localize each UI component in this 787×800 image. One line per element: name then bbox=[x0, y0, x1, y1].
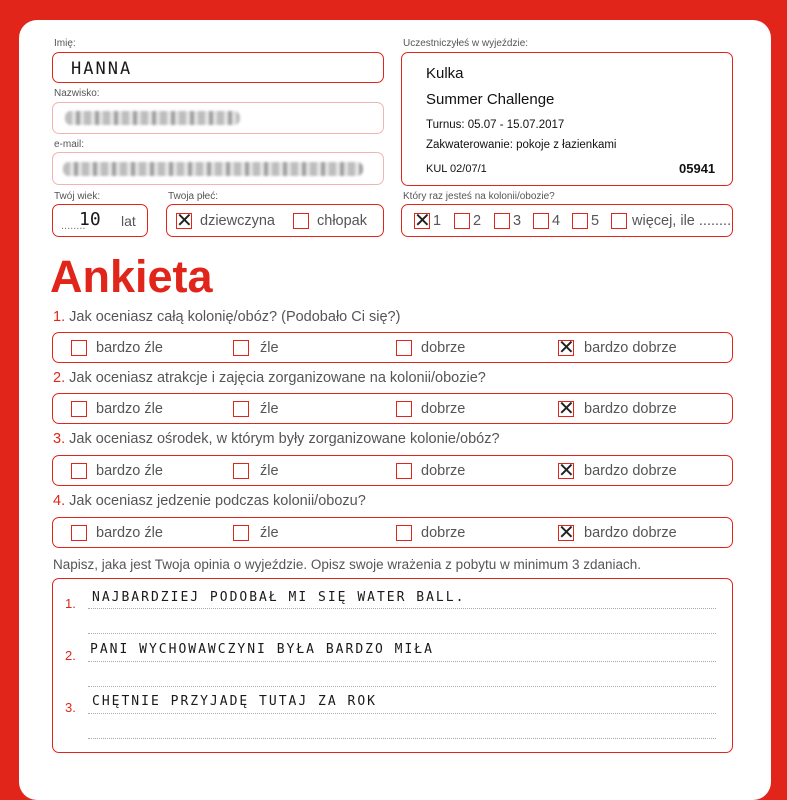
email-field[interactable] bbox=[52, 152, 384, 185]
raz-option-1: 1 bbox=[433, 213, 442, 229]
checkbox-q1-dobrze[interactable] bbox=[396, 340, 412, 356]
opinion-rule bbox=[88, 661, 716, 662]
raz-option-wiecej: więcej, ile ........ bbox=[632, 213, 732, 229]
plec-option-dziewczyna: dziewczyna bbox=[200, 213, 275, 229]
checkbox-q3-bardzo-dobrze[interactable] bbox=[558, 458, 575, 482]
raz-option-3: 3 bbox=[513, 213, 522, 229]
raz-option-5: 5 bbox=[591, 213, 600, 229]
checkbox-q4-zle[interactable] bbox=[233, 525, 249, 541]
trip-box bbox=[401, 52, 733, 186]
q1-option-bardzo-zle: bardzo źle bbox=[96, 340, 163, 356]
plec-field bbox=[166, 204, 384, 237]
wiek-value: 10 bbox=[79, 209, 101, 230]
answer-row-3 bbox=[52, 455, 733, 486]
trip-code: KUL 02/07/1 bbox=[426, 163, 487, 175]
question-number: 3. bbox=[53, 431, 66, 447]
checkbox-q4-bardzo-zle[interactable] bbox=[71, 525, 87, 541]
question-text: Jak oceniasz atrakcje i zajęcia zorganizowane na kolonii/obozie? bbox=[69, 370, 486, 386]
wiek-dots: ........ bbox=[61, 220, 86, 232]
question-4 bbox=[53, 493, 366, 509]
trip-label: Uczestniczyłeś w wyjeździe: bbox=[403, 38, 529, 49]
raz-option-2: 2 bbox=[473, 213, 482, 229]
q1-option-zle: źle bbox=[260, 340, 279, 356]
checkbox-q4-dobrze[interactable] bbox=[396, 525, 412, 541]
x-mark-icon: ✕ bbox=[558, 520, 575, 544]
trip-name-line2: Summer Challenge bbox=[426, 91, 555, 108]
q3-option-dobrze: dobrze bbox=[421, 463, 466, 479]
opinion-line-number-2: 2. bbox=[65, 648, 76, 663]
x-mark-icon: ✕ bbox=[558, 335, 575, 359]
ktory-raz-label: Który raz jesteś na kolonii/obozie? bbox=[403, 191, 555, 202]
q3-option-zle: źle bbox=[260, 463, 279, 479]
imie-value: HANNA bbox=[71, 59, 133, 79]
opinion-line-3: CHĘTNIE PRZYJADĘ TUTAJ ZA ROK bbox=[92, 694, 377, 709]
q2-option-dobrze: dobrze bbox=[421, 401, 466, 417]
question-text: Jak oceniasz ośrodek, w którym były zorganizowane kolonie/obóz? bbox=[69, 431, 500, 447]
checkbox-raz-wiecej[interactable] bbox=[611, 213, 627, 229]
checkbox-raz-3[interactable] bbox=[494, 213, 510, 229]
checkbox-q2-dobrze[interactable] bbox=[396, 401, 412, 417]
raz-option-4: 4 bbox=[552, 213, 561, 229]
ktory-raz-field bbox=[401, 204, 733, 237]
email-redacted bbox=[63, 162, 363, 176]
checkbox-raz-4[interactable] bbox=[533, 213, 549, 229]
question-2 bbox=[53, 370, 486, 386]
x-mark-icon: ✕ bbox=[414, 208, 431, 232]
plec-option-chlopak: chłopak bbox=[317, 213, 367, 229]
q2-option-zle: źle bbox=[260, 401, 279, 417]
q2-option-bardzo-dobrze: bardzo dobrze bbox=[584, 401, 677, 417]
checkbox-q2-bardzo-dobrze[interactable] bbox=[558, 396, 575, 420]
checkbox-chlopak[interactable] bbox=[293, 213, 309, 229]
opinion-line-number-3: 3. bbox=[65, 700, 76, 715]
imie-label: Imię: bbox=[54, 38, 76, 49]
q2-option-bardzo-zle: bardzo źle bbox=[96, 401, 163, 417]
checkbox-q3-bardzo-zle[interactable] bbox=[71, 463, 87, 479]
question-text: Jak oceniasz całą kolonię/obóz? (Podobało Ci się?) bbox=[69, 309, 401, 325]
checkbox-q1-zle[interactable] bbox=[233, 340, 249, 356]
trip-turnus: Turnus: 05.07 - 15.07.2017 bbox=[426, 119, 565, 131]
q3-option-bardzo-zle: bardzo źle bbox=[96, 463, 163, 479]
checkbox-raz-2[interactable] bbox=[454, 213, 470, 229]
checkbox-dziewczyna[interactable] bbox=[176, 208, 193, 232]
answer-row-2 bbox=[52, 393, 733, 424]
opinion-line-1: NAJBARDZIEJ PODOBAŁ MI SIĘ WATER BALL. bbox=[92, 590, 466, 605]
trip-number: 05941 bbox=[679, 161, 716, 176]
nazwisko-label: Nazwisko: bbox=[54, 88, 100, 99]
q1-option-dobrze: dobrze bbox=[421, 340, 466, 356]
email-label: e-mail: bbox=[54, 139, 85, 150]
opinion-prompt: Napisz, jaka jest Twoja opinia o wyjeździe. Opisz swoje wrażenia z pobytu w minimum 3 zdaniach. bbox=[53, 557, 642, 572]
opinion-rule bbox=[88, 738, 716, 739]
page-title: Ankieta bbox=[50, 251, 213, 302]
checkbox-raz-5[interactable] bbox=[572, 213, 588, 229]
question-text: Jak oceniasz jedzenie podczas kolonii/obozu? bbox=[69, 493, 366, 509]
checkbox-q4-bardzo-dobrze[interactable] bbox=[558, 520, 575, 544]
q4-option-bardzo-zle: bardzo źle bbox=[96, 525, 163, 541]
x-mark-icon: ✕ bbox=[176, 208, 193, 232]
imie-field[interactable] bbox=[52, 52, 384, 83]
question-number: 1. bbox=[53, 309, 66, 325]
q1-option-bardzo-dobrze: bardzo dobrze bbox=[584, 340, 677, 356]
q4-option-zle: źle bbox=[260, 525, 279, 541]
trip-zakwaterowanie: Zakwaterowanie: pokoje z łazienkami bbox=[426, 139, 617, 151]
wiek-label: Twój wiek: bbox=[54, 191, 101, 202]
q3-option-bardzo-dobrze: bardzo dobrze bbox=[584, 463, 677, 479]
opinion-rule bbox=[88, 608, 716, 609]
nazwisko-field[interactable] bbox=[52, 102, 384, 134]
checkbox-q3-zle[interactable] bbox=[233, 463, 249, 479]
opinion-rule bbox=[88, 686, 716, 687]
opinion-rule bbox=[88, 633, 716, 634]
nazwisko-redacted bbox=[65, 111, 240, 125]
opinion-rule bbox=[88, 713, 716, 714]
checkbox-q1-bardzo-dobrze[interactable] bbox=[558, 335, 575, 359]
plec-label: Twoja płeć: bbox=[168, 191, 219, 202]
checkbox-q3-dobrze[interactable] bbox=[396, 463, 412, 479]
checkbox-q1-bardzo-zle[interactable] bbox=[71, 340, 87, 356]
q4-option-dobrze: dobrze bbox=[421, 525, 466, 541]
question-number: 4. bbox=[53, 493, 66, 509]
question-number: 2. bbox=[53, 370, 66, 386]
checkbox-q2-bardzo-zle[interactable] bbox=[71, 401, 87, 417]
wiek-field[interactable] bbox=[52, 204, 148, 237]
wiek-suffix: lat bbox=[121, 213, 136, 229]
trip-name-line1: Kulka bbox=[426, 65, 464, 82]
opinion-line-number-1: 1. bbox=[65, 596, 76, 611]
q4-option-bardzo-dobrze: bardzo dobrze bbox=[584, 525, 677, 541]
answer-row-4 bbox=[52, 517, 733, 548]
question-3 bbox=[53, 431, 500, 447]
question-1 bbox=[53, 309, 400, 325]
x-mark-icon: ✕ bbox=[558, 458, 575, 482]
answer-row-1 bbox=[52, 332, 733, 363]
checkbox-q2-zle[interactable] bbox=[233, 401, 249, 417]
x-mark-icon: ✕ bbox=[558, 396, 575, 420]
opinion-line-2: PANI WYCHOWAWCZYNI BYŁA BARDZO MIŁA bbox=[90, 642, 434, 657]
checkbox-raz-1[interactable] bbox=[414, 208, 431, 232]
